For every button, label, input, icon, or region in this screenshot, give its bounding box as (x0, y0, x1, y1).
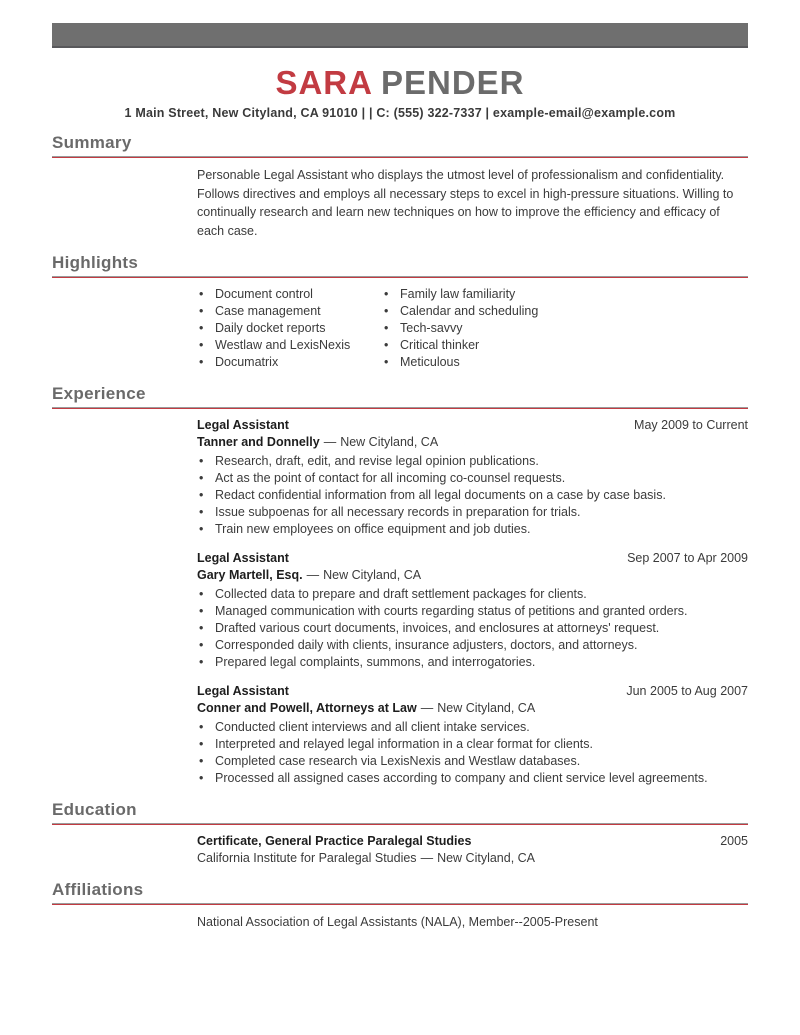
job-bullet: • Conducted client interviews and all client intake services. (197, 719, 748, 736)
job-bullets (197, 719, 748, 787)
job-bullet: • Processed all assigned cases according to company and client service level agreements. (197, 770, 748, 787)
job-bullet: • Drafted various court documents, invoices, and enclosures at attorneys' request. (197, 620, 748, 637)
highlights-column-1 (197, 286, 382, 371)
job-title: Legal Assistant (197, 684, 289, 698)
section-heading-summary: Summary (52, 133, 132, 152)
job-bullet: • Train new employees on office equipment and job duties. (197, 521, 748, 538)
contact-line: 1 Main Street, New Cityland, CA 91010 | | C: (555) 322-7337 | example-email@example.com (124, 106, 676, 120)
job-bullet: • Corresponded daily with clients, insurance adjusters, doctors, and attorneys. (197, 637, 748, 654)
job-company: Gary Martell, Esq. (197, 568, 303, 582)
job-company: Conner and Powell, Attorneys at Law (197, 701, 417, 715)
job-location: New Cityland, CA (340, 435, 439, 449)
job-bullet: • Redact confidential information from all legal documents on a case by case basis. (197, 487, 748, 504)
job-bullet: • Collected data to prepare and draft settlement packages for clients. (197, 586, 748, 603)
highlight-item: • Calendar and scheduling (382, 303, 538, 320)
em-dash-separator: — (323, 435, 337, 449)
job-bullet: • Managed communication with courts regarding status of petitions and granted orders. (197, 603, 748, 620)
job-entry (197, 417, 748, 538)
school-location: New Cityland, CA (437, 851, 536, 865)
job-bullet: • Interpreted and relayed legal information in a clear format for clients. (197, 736, 748, 753)
em-dash-separator: — (306, 568, 320, 582)
section-heading-affiliations: Affiliations (52, 880, 144, 899)
last-name: PENDER (380, 64, 525, 101)
section-experience (52, 384, 748, 787)
em-dash-separator: — (420, 851, 434, 865)
job-bullet: • Completed case research via LexisNexis and Westlaw databases. (197, 753, 748, 770)
highlight-item: • Westlaw and LexisNexis (197, 337, 382, 354)
school-name: California Institute for Paralegal Studies (197, 851, 417, 865)
section-affiliations (52, 880, 748, 932)
section-heading-education: Education (52, 800, 137, 819)
highlight-item: • Case management (197, 303, 382, 320)
highlight-item: • Daily docket reports (197, 320, 382, 337)
section-summary (52, 133, 748, 240)
graduation-year: 2005 (720, 834, 748, 848)
degree-title: Certificate, General Practice Paralegal Studies (197, 834, 472, 848)
job-title: Legal Assistant (197, 551, 289, 565)
highlight-item: • Documatrix (197, 354, 382, 371)
job-title: Legal Assistant (197, 418, 289, 432)
job-bullet: • Act as the point of contact for all incoming co-counsel requests. (197, 470, 748, 487)
job-dates: May 2009 to Current (634, 418, 748, 432)
highlight-item: • Family law familiarity (382, 286, 538, 303)
section-heading-experience: Experience (52, 384, 146, 403)
highlight-item: • Document control (197, 286, 382, 303)
job-bullet: • Research, draft, edit, and revise legal opinion publications. (197, 453, 748, 470)
section-education (52, 800, 748, 867)
first-name: SARA (275, 64, 373, 101)
job-dates: Jun 2005 to Aug 2007 (626, 684, 748, 698)
summary-text: Personable Legal Assistant who displays the utmost level of professionalism and confidentiality. Follows directives and employs all necessary steps to excel in high-pressure situations. Willing to continually research and learn new techniques on how to improve the efficiency and efficacy of each case. (197, 168, 734, 238)
job-bullets (197, 586, 748, 671)
job-bullet: • Issue subpoenas for all necessary records in preparation for trials. (197, 504, 748, 521)
job-dates: Sep 2007 to Apr 2009 (627, 551, 748, 565)
job-location: New Cityland, CA (437, 701, 536, 715)
top-accent-bar (52, 23, 748, 48)
highlight-item: • Tech-savvy (382, 320, 538, 337)
job-bullets (197, 453, 748, 538)
section-highlights (52, 253, 748, 371)
affiliation-text: National Association of Legal Assistants (NALA), Member--2005-Present (197, 915, 598, 929)
highlight-item: • Critical thinker (382, 337, 538, 354)
job-bullet: • Prepared legal complaints, summons, and interrogatories. (197, 654, 748, 671)
highlight-item: • Meticulous (382, 354, 538, 371)
section-heading-highlights: Highlights (52, 253, 139, 272)
job-location: New Cityland, CA (323, 568, 422, 582)
highlights-column-2 (382, 286, 538, 371)
job-entry (197, 550, 748, 671)
resume-name (52, 65, 748, 101)
em-dash-separator: — (420, 701, 434, 715)
job-entry (197, 683, 748, 787)
job-company: Tanner and Donnelly (197, 435, 320, 449)
